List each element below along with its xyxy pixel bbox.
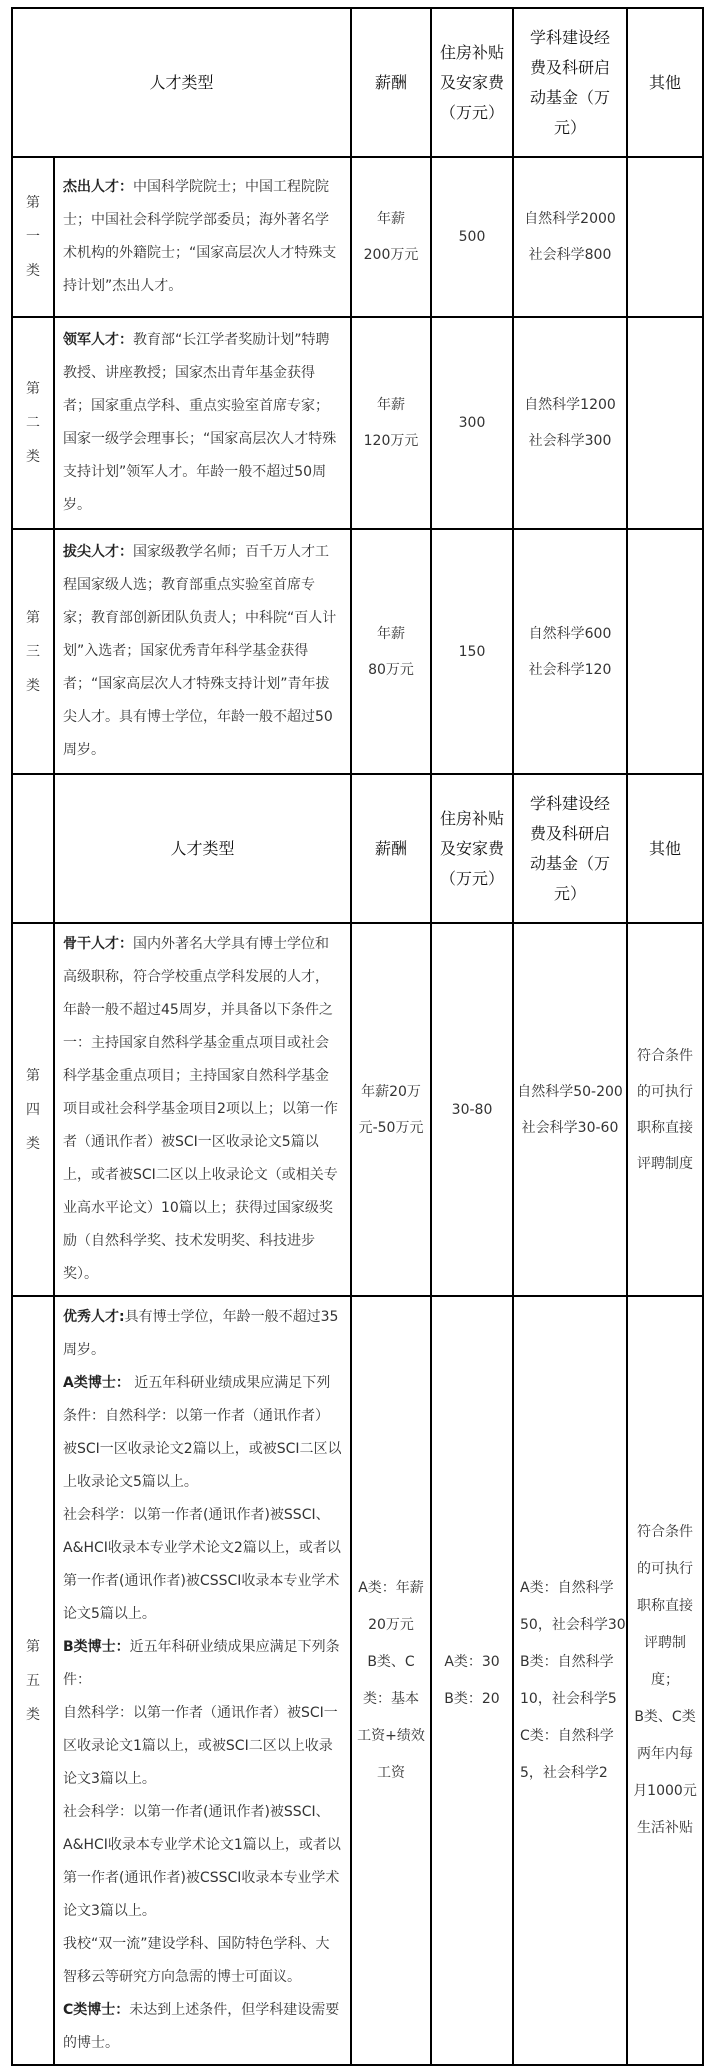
- fund-cell: 自然科学50-200 社会科学30-60: [513, 923, 627, 1296]
- paragraph: 社会科学：以第一作者(通讯作者)被SSCI、A&HCI收录本专业学术论文1篇以上，或者以第一作者(通讯作者)被CSSCI收录本专业学术论文3篇以上。: [63, 1804, 341, 1919]
- salary-cell: 年薪 120万元: [351, 317, 431, 529]
- header-talent-type: 人才类型: [54, 774, 351, 923]
- housing-cell: 300: [431, 317, 513, 529]
- paragraph: 优秀人才:具有博士学位，年龄一般不超过35周岁。: [63, 1309, 339, 1358]
- table-row: [12, 529, 703, 774]
- other-cell: [627, 317, 703, 529]
- header-housing: 住房补贴 及安家费 （万元）: [431, 774, 513, 923]
- talent-title: 骨干人才：: [63, 936, 133, 952]
- paragraph: 自然科学：以第一作者（通讯作者）被SCI一区收录论文1篇以上，或被SCI二区以上收录论文3篇以上。: [63, 1705, 338, 1787]
- category-cell: 第 一 类: [12, 157, 54, 317]
- header-housing: 住房补贴 及安家费 （万元）: [431, 8, 513, 157]
- description-cell: [54, 1296, 351, 2065]
- category-cell: 第 三 类: [12, 529, 54, 774]
- header-talent-type: 人才类型: [12, 8, 351, 157]
- fund-cell: A类：自然科学 50，社会科学30 B类：自然科学 10，社会科学5 C类：自然科学 5，社会科学2: [513, 1296, 627, 2065]
- description-cell: 领军人才：教育部“长江学者奖励计划”特聘教授、讲座教授；国家杰出青年基金获得者；国家重点学科、重点实验室首席专家；国家一级学会理事长；“国家高层次人才特殊支持计划”领军人才。年龄一般不超过50周岁。: [54, 317, 351, 529]
- talent-title: 拔尖人才：: [63, 544, 133, 560]
- description-cell: 杰出人才：中国科学院院士；中国工程院院士；中国社会科学院学部委员；海外著名学术机构的外籍院士；“国家高层次人才特殊支持计划”杰出人才。: [54, 157, 351, 317]
- header-fund: 学科建设经 费及科研启 动基金（万 元）: [513, 774, 627, 923]
- other-cell: [627, 157, 703, 317]
- header-other: 其他: [627, 8, 703, 157]
- description-cell: 拔尖人才：国家级教学名师；百千万人才工程国家级人选；教育部重点实验室首席专家；教育部创新团队负责人；中科院“百人计划”入选者；国家优秀青年科学基金获得者；“国家高层次人才特殊支持计划”青年拔尖人才。具有博士学位，年龄一般不超过50周岁。: [54, 529, 351, 774]
- table-header-row: [12, 8, 703, 157]
- fund-cell: 自然科学2000 社会科学800: [513, 157, 627, 317]
- talent-title: 领军人才：: [63, 332, 133, 348]
- housing-cell: 500: [431, 157, 513, 317]
- header-fund: 学科建设经 费及科研启 动基金（万 元）: [513, 8, 627, 157]
- description-cell: 骨干人才：国内外著名大学具有博士学位和高级职称，符合学校重点学科发展的人才，年龄一般不超过45周岁，并具备以下条件之一：主持国家自然科学基金重点项目或社会科学基金重点项目；主持国家自然科学基金项目或社会科学基金项目2项以上；以第一作者（通讯作者）被SCI一区收录论文5篇以上，或者被SCI二区以上收录论文（或相关专业高水平论文）10篇以上；获得过国家级奖励（自然科学奖、技术发明奖、科技进步奖）。: [54, 923, 351, 1296]
- housing-cell: 30-80: [431, 923, 513, 1296]
- housing-cell: 150: [431, 529, 513, 774]
- other-cell: 符合条件 的可执行 职称直接 评聘制度: [627, 923, 703, 1296]
- talent-policy-table: [11, 7, 704, 2066]
- category-cell: 第 四 类: [12, 923, 54, 1296]
- salary-cell: A类：年薪 20万元 B类、C 类：基本 工资+绩效 工资: [351, 1296, 431, 2065]
- paragraph: C类博士：未达到上述条件，但学科建设需要的博士。: [63, 2002, 340, 2051]
- header-category-empty: [12, 774, 54, 923]
- table-row: [12, 923, 703, 1296]
- paragraph: A类博士： 近五年科研业绩成果应满足下列条件：自然科学：以第一作者（通讯作者）被SCI一区收录论文2篇以上，或被SCI二区以上收录论文5篇以上。: [63, 1375, 342, 1490]
- other-cell: 符合条件 的可执行 职称直接 评聘制 度； B类、C类 两年内每 月1000元 生活补贴: [627, 1296, 703, 2065]
- table-header-row: [12, 774, 703, 923]
- header-salary: 薪酬: [351, 8, 431, 157]
- paragraph: B类博士：近五年科研业绩成果应满足下列条件：: [63, 1639, 340, 1688]
- table-row: [12, 157, 703, 317]
- housing-cell: A类：30 B类：20: [431, 1296, 513, 2065]
- salary-cell: 年薪 80万元: [351, 529, 431, 774]
- salary-cell: 年薪 200万元: [351, 157, 431, 317]
- table-row: [12, 317, 703, 529]
- other-cell: [627, 529, 703, 774]
- salary-cell: 年薪20万 元-50万元: [351, 923, 431, 1296]
- header-other: 其他: [627, 774, 703, 923]
- category-cell: 第 二 类: [12, 317, 54, 529]
- header-salary: 薪酬: [351, 774, 431, 923]
- table-row: [12, 1296, 703, 2065]
- fund-cell: 自然科学1200 社会科学300: [513, 317, 627, 529]
- paragraph: 社会科学：以第一作者(通讯作者)被SSCI、A&HCI收录本专业学术论文2篇以上，或者以第一作者(通讯作者)被CSSCI收录本专业学术论文5篇以上。: [63, 1507, 341, 1622]
- talent-title: 杰出人才：: [63, 179, 133, 195]
- paragraph: 我校“双一流”建设学科、国防特色学科、大智移云等研究方向急需的博士可面议。: [63, 1936, 330, 1985]
- fund-cell: 自然科学600 社会科学120: [513, 529, 627, 774]
- category-cell: 第 五 类: [12, 1296, 54, 2065]
